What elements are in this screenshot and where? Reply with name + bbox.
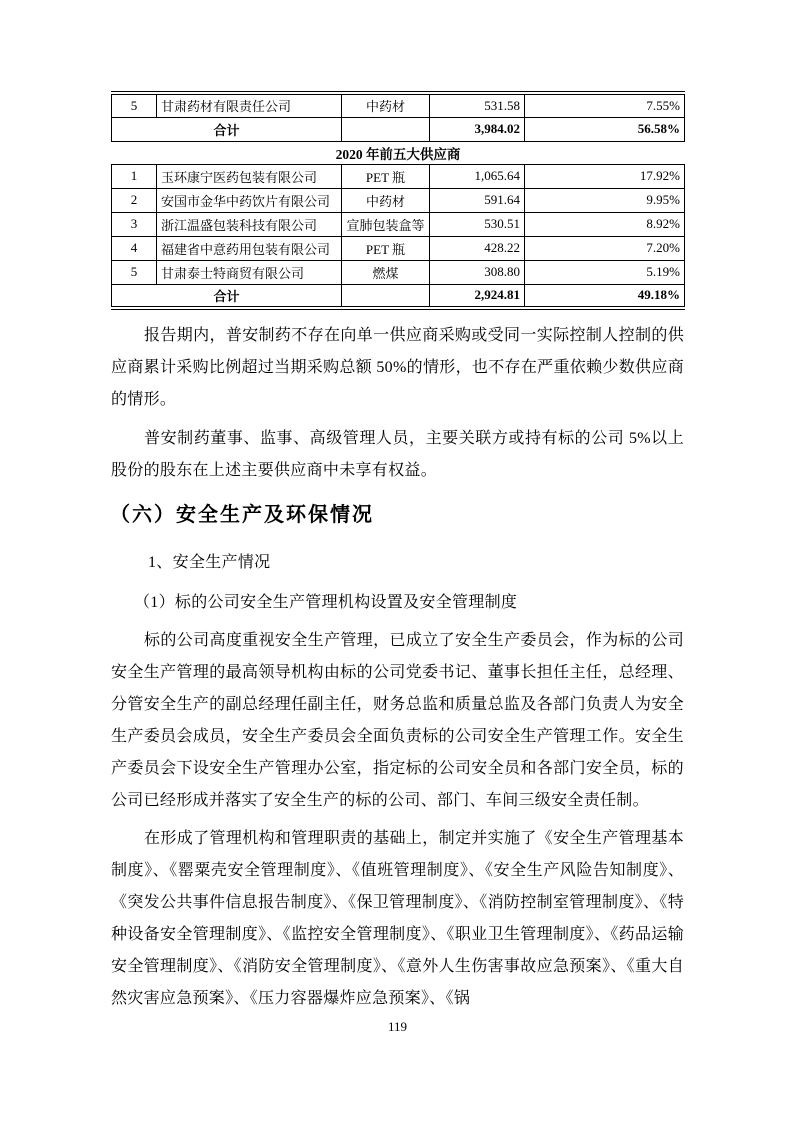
cell-total-label: 合计	[112, 117, 342, 141]
total-row	[112, 117, 685, 141]
paragraph-related-party-interest: 普安制药董事、监事、高级管理人员，主要关联方或持有标的公司 5%以上股份的股东在上述主要供应商中未享有权益。	[111, 430, 684, 479]
cell-purchase-item: 中药材	[342, 93, 430, 117]
cell-amount: 531.58	[430, 93, 525, 117]
cell-percentage: 56.58%	[525, 117, 685, 141]
table-row	[112, 164, 685, 188]
cell-rank: 3	[112, 212, 157, 236]
section-heading-safety-environment: （六）安全生产及环保情况	[110, 504, 374, 526]
cell-amount: 3,984.02	[430, 117, 525, 141]
cell-amount: 1,065.64	[430, 164, 525, 188]
table-row	[112, 236, 685, 260]
cell-rank: 5	[112, 260, 157, 284]
cell-amount: 308.80	[430, 260, 525, 284]
cell-percentage: 7.20%	[525, 236, 685, 260]
page-number: 119	[387, 1019, 408, 1034]
total-row	[112, 284, 685, 308]
paragraph-supplier-concentration: 报告期内，普安制药不存在向单一供应商采购或受同一实际控制人控制的供应商累计采购比例超过当期采购总额 50%的情形，也不存在严重依赖少数供应商的情形。	[111, 327, 684, 408]
cell-supplier-name: 安国市金华中药饮片有限公司	[157, 188, 342, 212]
subheading-safety-org-setup: （1）标的公司安全生产管理机构设置及安全管理制度	[134, 594, 518, 611]
suppliers-table-wrap	[111, 91, 684, 310]
cell-purchase-item: PET 瓶	[342, 236, 430, 260]
cell-supplier-name: 玉环康宁医药包装有限公司	[157, 164, 342, 188]
cell-percentage: 8.92%	[525, 212, 685, 236]
cell-supplier-name: 甘肃泰士特商贸有限公司	[157, 260, 342, 284]
cell-percentage: 17.92%	[525, 164, 685, 188]
table-row	[112, 212, 685, 236]
cell-purchase-item: 宣肺包装盒等	[342, 212, 430, 236]
paragraph-safety-systems: 在形成了管理机构和管理职责的基础上，制定并实施了《安全生产管理基本制度》、《罂粟壳安全管理制度》、《值班管理制度》、《安全生产风险告知制度》、《突发公共事件信息报告制度》、《保卫管理制度》、《消防控制室管理制度》、《特种设备安全管理制度》、《监控安全管理制度》、《职业卫生管理制度》、《药品运输安全管理制度》、《消防安全管理制度》、《意外人生伤害事故应急预案》、《重大自然灾害应急预案》、《压力容器爆炸应急预案》、《锅	[111, 830, 684, 1007]
cell-purchase-item	[342, 117, 430, 141]
cell-percentage: 5.19%	[525, 260, 685, 284]
cell-supplier-name: 浙江温盛包装科技有限公司	[157, 212, 342, 236]
subheading-safety-production: 1、安全生产情况	[148, 554, 271, 571]
cell-amount: 2,924.81	[430, 284, 525, 308]
cell-supplier-name: 甘肃药材有限责任公司	[157, 93, 342, 117]
cell-supplier-name: 福建省中意药用包装有限公司	[157, 236, 342, 260]
cell-rank: 2	[112, 188, 157, 212]
cell-purchase-item	[342, 284, 430, 308]
table-row	[112, 93, 685, 117]
document-page	[111, 0, 684, 1035]
table-row	[112, 260, 685, 284]
cell-purchase-item: 燃煤	[342, 260, 430, 284]
cell-percentage: 9.95%	[525, 188, 685, 212]
cell-amount: 428.22	[430, 236, 525, 260]
cell-rank: 1	[112, 164, 157, 188]
cell-purchase-item: 中药材	[342, 188, 430, 212]
table-section-title-row	[112, 141, 685, 164]
suppliers-table	[111, 91, 685, 310]
cell-rank: 4	[112, 236, 157, 260]
cell-percentage: 7.55%	[525, 93, 685, 117]
cell-total-label: 合计	[112, 284, 342, 308]
cell-percentage: 49.18%	[525, 284, 685, 308]
cell-rank: 5	[112, 93, 157, 117]
table-row	[112, 188, 685, 212]
cell-amount: 530.51	[430, 212, 525, 236]
table-section-title: 2020 年前五大供应商	[112, 141, 685, 164]
cell-purchase-item: PET 瓶	[342, 164, 430, 188]
paragraph-safety-organization: 标的公司高度重视安全生产管理，已成立了安全生产委员会，作为标的公司安全生产管理的最高领导机构由标的公司党委书记、董事长担任主任，总经理、分管安全生产的副总经理任副主任，财务总监和质量总监及各部门负责人为安全生产委员会成员，安全生产委员会全面负责标的公司安全生产管理工作。安全生产委员会下设安全生产管理办公室，指定标的公司安全员和各部门安全员，标的公司已经形成并落实了安全生产的标的公司、部门、车间三级安全责任制。	[111, 632, 684, 809]
cell-amount: 591.64	[430, 188, 525, 212]
